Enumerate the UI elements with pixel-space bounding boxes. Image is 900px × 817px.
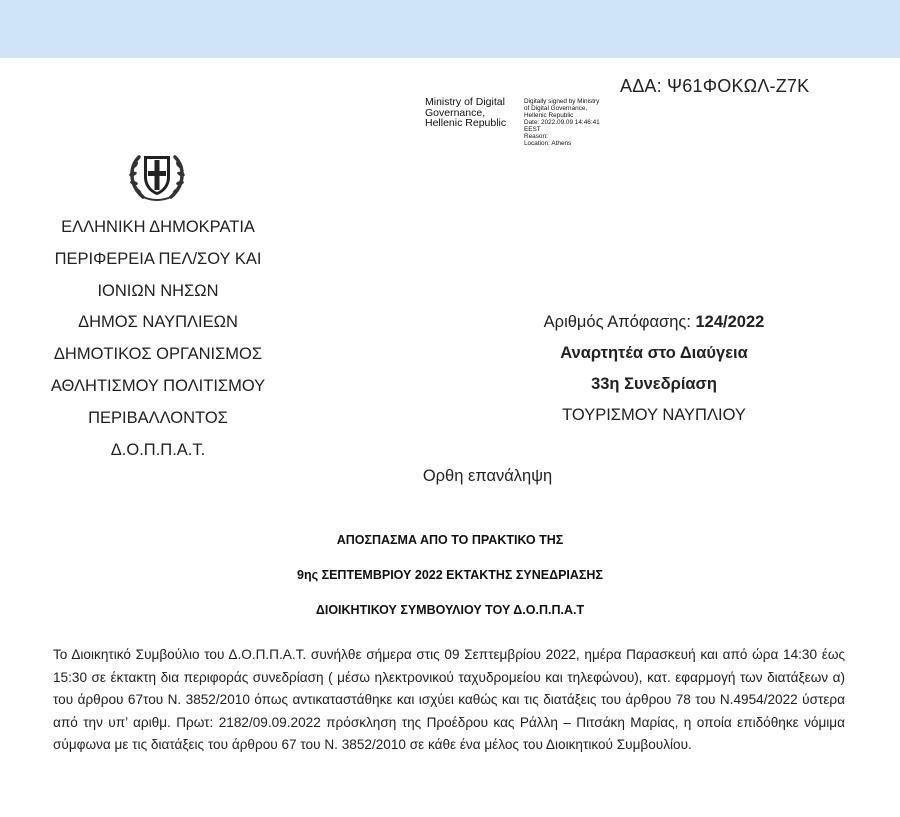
decision-number: [525, 307, 783, 338]
signature-detail-line: Reason:: [524, 133, 548, 140]
signer-line: Ministry of Digital: [425, 96, 505, 108]
digital-signature-details: [524, 98, 600, 147]
issuer-block: [38, 212, 278, 466]
ada-code: ΑΔΑ: Ψ61ΦΟΚΩΛ-Ζ7Κ: [620, 76, 810, 96]
digital-signature-signer: [425, 97, 506, 129]
signature-detail-line: Hellenic Republic: [524, 112, 574, 119]
top-band: [0, 0, 900, 58]
signature-detail-line: of Digital Governance,: [524, 105, 588, 112]
document-heading: 9ης ΣΕΠΤΕΜΒΡΙΟΥ 2022 ΕΚΤΑΚΤΗΣ ΣΥΝΕΔΡΙΑΣΗΣ: [297, 568, 603, 582]
decision-block: [525, 307, 783, 431]
issuer-line: ΔΗΜΟΤΙΚΟΣ ΟΡΓΑΝΙΣΜΟΣ: [53, 345, 263, 364]
session-number: 33η Συνεδρίαση: [591, 375, 717, 393]
correction-note: Ορθη επανάληψη: [422, 467, 553, 485]
document-heading: ΔΙΟΙΚΗΤΙΚΟΥ ΣΥΜΒΟΥΛΙΟΥ ΤΟΥ Δ.Ο.Π.Π.Α.Τ: [315, 603, 585, 617]
issuer-line: ΕΛΛΗΝΙΚΗ ΔΗΜΟΚΡΑΤΙΑ: [61, 218, 255, 236]
signature-detail-line: Date: 2022.09.09 14:46:41: [524, 119, 600, 126]
document-heading: ΑΠΟΣΠΑΣΜΑ ΑΠΟ ΤΟ ΠΡΑΚΤΙΚΟ ΤΗΣ: [336, 533, 564, 547]
posting-note: Αναρτητέα στο Διαύγεια: [560, 344, 748, 362]
issuer-line: ΠΕΡΙΦΕΡΕΙΑ ΠΕΛ/ΣΟΥ ΚΑΙ: [54, 249, 262, 268]
signature-detail-line: Location: Athens: [524, 140, 572, 147]
signer-line: Governance,: [425, 106, 486, 119]
org-name-tail: ΤΟΥΡΙΣΜΟΥ ΝΑΥΠΛΙΟΥ: [562, 406, 746, 424]
body-paragraph: Το Διοικητικό Συμβούλιο του Δ.Ο.Π.Π.Α.Τ. συνήλθε σήμερα στις 09 Σεπτεμβρίου 2022, ημέρα Παρασκευή και από ώρα 14:30 έως 15:30 σε έκτακτη δια περιφοράς συνεδρίαση ( μέσω ηλεκτρονικού ταχυδρομείου και τηλεφώνου), κατ. εφαρμογή των διατάξεων α) του άρθρου 67του Ν. 3852/2010 όπως αντικαταστάθηκε και ισχύει καθώς και τις διατάξεις του άρθρου 78 του Ν.4954/2022 ύστερα από την υπ’ αριθμ. Πρωτ: 2182/09.09.2022 πρόσκληση της Προέδρου κας Ράλλη – Πιτσάκη Μαρίας, η οποία επιδόθηκε νόμιμα σύμφωνα με τις διατάξεις του άρθρου 67 του Ν. 3852/2010 σε κάθε ένα μέλος του Διοικητικού Συμβουλίου.: [53, 647, 845, 753]
signer-line: Hellenic Republic: [425, 117, 507, 129]
signature-detail-line: EEST: [524, 126, 541, 133]
issuer-line: ΔΗΜΟΣ ΝΑΥΠΛΙΕΩΝ: [78, 313, 238, 332]
decision-number-label: Αριθμός Απόφασης:: [543, 313, 696, 331]
decision-number-value: 124/2022: [695, 313, 765, 331]
issuer-line: Δ.Ο.Π.Π.Α.Τ.: [110, 440, 206, 459]
issuer-line: ΙΟΝΙΩΝ ΝΗΣΩΝ: [97, 281, 219, 300]
issuer-line: ΑΘΛΗΤΙΣΜΟΥ ΠΟΛΙΤΙΣΜΟΥ: [50, 376, 266, 395]
greek-coat-of-arms-icon: [127, 147, 187, 203]
issuer-line: ΠΕΡΙΒΑΛΛΟΝΤΟΣ: [88, 408, 228, 427]
signature-detail-line: Digitally signed by Ministry: [524, 98, 600, 105]
